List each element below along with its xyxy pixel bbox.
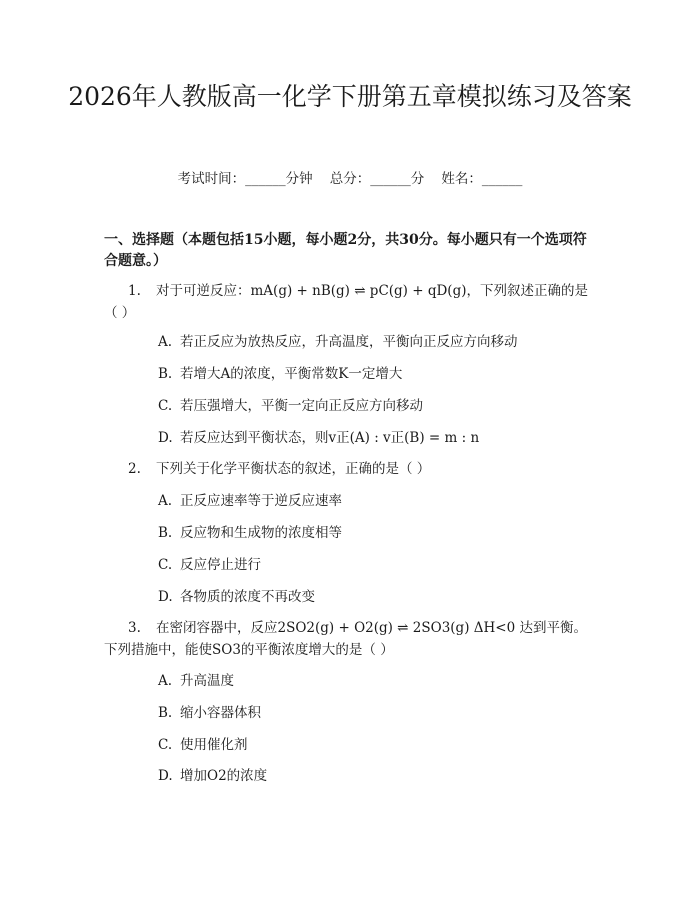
option-letter: A. — [158, 673, 173, 689]
option-letter: B. — [158, 525, 173, 541]
option-text: 增加O2的浓度 — [180, 768, 268, 784]
option-2-b — [158, 522, 610, 544]
question-stem: 下列关于化学平衡状态的叙述，正确的是（ ） — [156, 461, 431, 477]
option-letter: B. — [158, 366, 173, 382]
option-letter: D. — [158, 768, 173, 784]
option-letter: D. — [158, 589, 173, 605]
option-letter: B. — [158, 705, 173, 721]
section-heading: 一、选择题（本题包括15小题，每小题2分，共30分。每小题只有一个选项符合题意。） — [104, 232, 587, 269]
option-letter: C. — [158, 557, 173, 573]
question-2 — [104, 458, 598, 480]
option-2-d — [158, 586, 610, 608]
option-text: 反应物和生成物的浓度相等 — [180, 525, 342, 541]
option-3-d — [158, 765, 610, 787]
option-letter: A. — [158, 493, 173, 509]
option-1-a — [158, 331, 610, 353]
option-3-a — [158, 670, 610, 692]
option-text: 升高温度 — [180, 673, 234, 689]
option-1-c — [158, 395, 610, 417]
option-text: 若增大A的浓度，平衡常数K一定增大 — [180, 366, 403, 382]
option-3-b — [158, 702, 610, 724]
option-1-d — [158, 427, 610, 449]
option-text: 使用催化剂 — [180, 737, 248, 753]
option-text: 各物质的浓度不再改变 — [180, 589, 315, 605]
option-text: 若正反应为放热反应，升高温度，平衡向正反应方向移动 — [180, 334, 518, 350]
exam-info-line: 考试时间：______分钟 总分：______分 姓名：______ — [177, 171, 523, 187]
option-letter: C. — [158, 737, 173, 753]
question-number: 3. — [128, 620, 141, 636]
question-number: 2. — [128, 461, 141, 477]
option-text: 正反应速率等于逆反应速率 — [180, 493, 342, 509]
option-letter: D. — [158, 430, 173, 446]
option-text: 若压强增大，平衡一定向正反应方向移动 — [180, 398, 423, 414]
option-text: 反应停止进行 — [180, 557, 261, 573]
option-1-b — [158, 363, 610, 385]
question-stem: 在密闭容器中，反应2SO2(g) + O2(g) ⇌ 2SO3(g) ΔH<0 达到平衡。下列措施中，能使SO3的平衡浓度增大的是（ ） — [104, 620, 587, 658]
option-2-a — [158, 490, 610, 512]
option-3-c — [158, 734, 610, 756]
document-title: 2026年人教版高一化学下册第五章模拟练习及答案 — [68, 82, 632, 111]
question-3 — [104, 617, 598, 661]
option-letter: A. — [158, 334, 173, 350]
question-1 — [104, 280, 598, 324]
option-letter: C. — [158, 398, 173, 414]
question-stem: 对于可逆反应：mA(g) + nB(g) ⇌ pC(g) + qD(g)，下列叙述正确的是（ ） — [104, 283, 588, 321]
option-2-c — [158, 554, 610, 576]
option-text: 若反应达到平衡状态，则v正(A) : v正(B) = m : n — [180, 430, 480, 446]
option-text: 缩小容器体积 — [180, 705, 261, 721]
question-number: 1. — [128, 283, 141, 299]
